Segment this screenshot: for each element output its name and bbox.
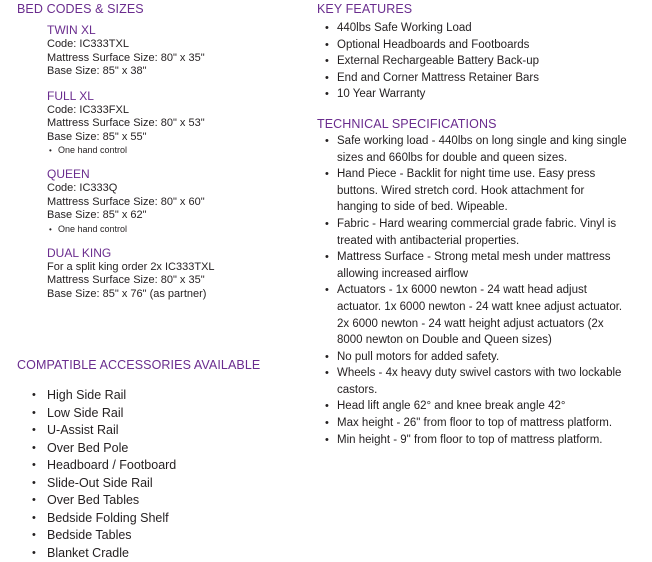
bed-base-size: Base Size: 85" x 62" bbox=[47, 209, 302, 223]
right-column bbox=[317, 2, 647, 448]
bed-code: Code: IC333TXL bbox=[47, 38, 302, 52]
list-item: • Over Bed Tables bbox=[17, 492, 176, 510]
bed-twin-xl bbox=[47, 23, 302, 79]
bed-mattress-size: Mattress Surface Size: 80" x 35" bbox=[47, 52, 302, 66]
list-item: • Max height - 26" from floor to top of mattress platform. bbox=[317, 415, 627, 432]
list-item: • 440lbs Safe Working Load bbox=[317, 20, 647, 37]
list-item: • Optional Headboards and Footboards bbox=[317, 37, 647, 54]
list-item: • Blanket Cradle bbox=[17, 545, 176, 562]
bed-code: Code: IC333Q bbox=[47, 182, 302, 196]
key-features-list bbox=[317, 20, 647, 103]
list-item: • Min height - 9" from floor to top of mattress platform. bbox=[317, 432, 627, 449]
bed-dual-king bbox=[47, 246, 302, 302]
bed-full-xl bbox=[47, 89, 302, 158]
list-item: • Actuators - 1x 6000 newton - 24 watt head adjust actuator. 1x 6000 newton - 24 watt knee adjust actuator. 2x 6000 newton - 24 watt height adjust actuators (2x 8000 newton on Double and Queen sizes) bbox=[317, 282, 627, 348]
bed-note: • One hand control bbox=[49, 144, 302, 157]
list-item: • 10 Year Warranty bbox=[317, 86, 647, 103]
list-item: • Fabric - Hard wearing commercial grade fabric. Vinyl is treated with antibacterial properties. bbox=[317, 216, 627, 249]
bed-note: • One hand control bbox=[49, 223, 302, 236]
bed-base-size: Base Size: 85" x 55" bbox=[47, 131, 302, 145]
list-item: • Slide-Out Side Rail bbox=[17, 475, 176, 493]
bed-title: DUAL KING bbox=[47, 246, 302, 261]
list-item: • Bedside Tables bbox=[17, 527, 176, 545]
technical-list bbox=[317, 133, 627, 448]
bed-base-size: Base Size: 85" x 76" (as partner) bbox=[47, 288, 302, 302]
list-item: • Bedside Folding Shelf bbox=[17, 510, 176, 528]
list-item: • Wheels - 4x heavy duty swivel castors with two lockable castors. bbox=[317, 365, 627, 398]
bed-mattress-size: Mattress Surface Size: 80" x 53" bbox=[47, 117, 302, 131]
list-item: • Head lift angle 62° and knee break angle 42° bbox=[317, 398, 627, 415]
list-item: • High Side Rail bbox=[17, 387, 176, 405]
bed-order-note: For a split king order 2x IC333TXL bbox=[47, 261, 302, 275]
key-features-heading: KEY FEATURES bbox=[317, 2, 647, 17]
bed-title: QUEEN bbox=[47, 167, 302, 182]
bed-mattress-size: Mattress Surface Size: 80" x 35" bbox=[47, 274, 302, 288]
list-item: • Mattress Surface - Strong metal mesh under mattress allowing increased airflow bbox=[317, 249, 627, 282]
bed-mattress-size: Mattress Surface Size: 80" x 60" bbox=[47, 196, 302, 210]
list-item: • Over Bed Pole bbox=[17, 440, 176, 458]
bed-base-size: Base Size: 85" x 38" bbox=[47, 65, 302, 79]
list-item: • End and Corner Mattress Retainer Bars bbox=[317, 70, 647, 87]
accessories-heading: COMPATIBLE ACCESSORIES AVAILABLE bbox=[17, 358, 260, 373]
list-item: • Safe working load - 440lbs on long single and king single sizes and 660lbs for double and queen sizes. bbox=[317, 133, 627, 166]
bed-codes-heading: BED CODES & SIZES bbox=[17, 2, 302, 17]
list-item: • External Rechargeable Battery Back-up bbox=[317, 53, 647, 70]
bed-title: TWIN XL bbox=[47, 23, 302, 38]
bed-title: FULL XL bbox=[47, 89, 302, 104]
accessories-list bbox=[17, 387, 176, 562]
list-item: • Hand Piece - Backlit for night time use. Easy press buttons. Wired stretch cord. Hook attachment for hanging to side of bed. Wipeable. bbox=[317, 166, 627, 216]
list-item: • Low Side Rail bbox=[17, 405, 176, 423]
list-item: • No pull motors for added safety. bbox=[317, 349, 627, 366]
list-item: • U-Assist Rail bbox=[17, 422, 176, 440]
bed-queen bbox=[47, 167, 302, 236]
technical-heading: TECHNICAL SPECIFICATIONS bbox=[317, 117, 647, 132]
list-item: • Headboard / Footboard bbox=[17, 457, 176, 475]
bed-code: Code: IC333FXL bbox=[47, 104, 302, 118]
left-column bbox=[17, 2, 302, 301]
